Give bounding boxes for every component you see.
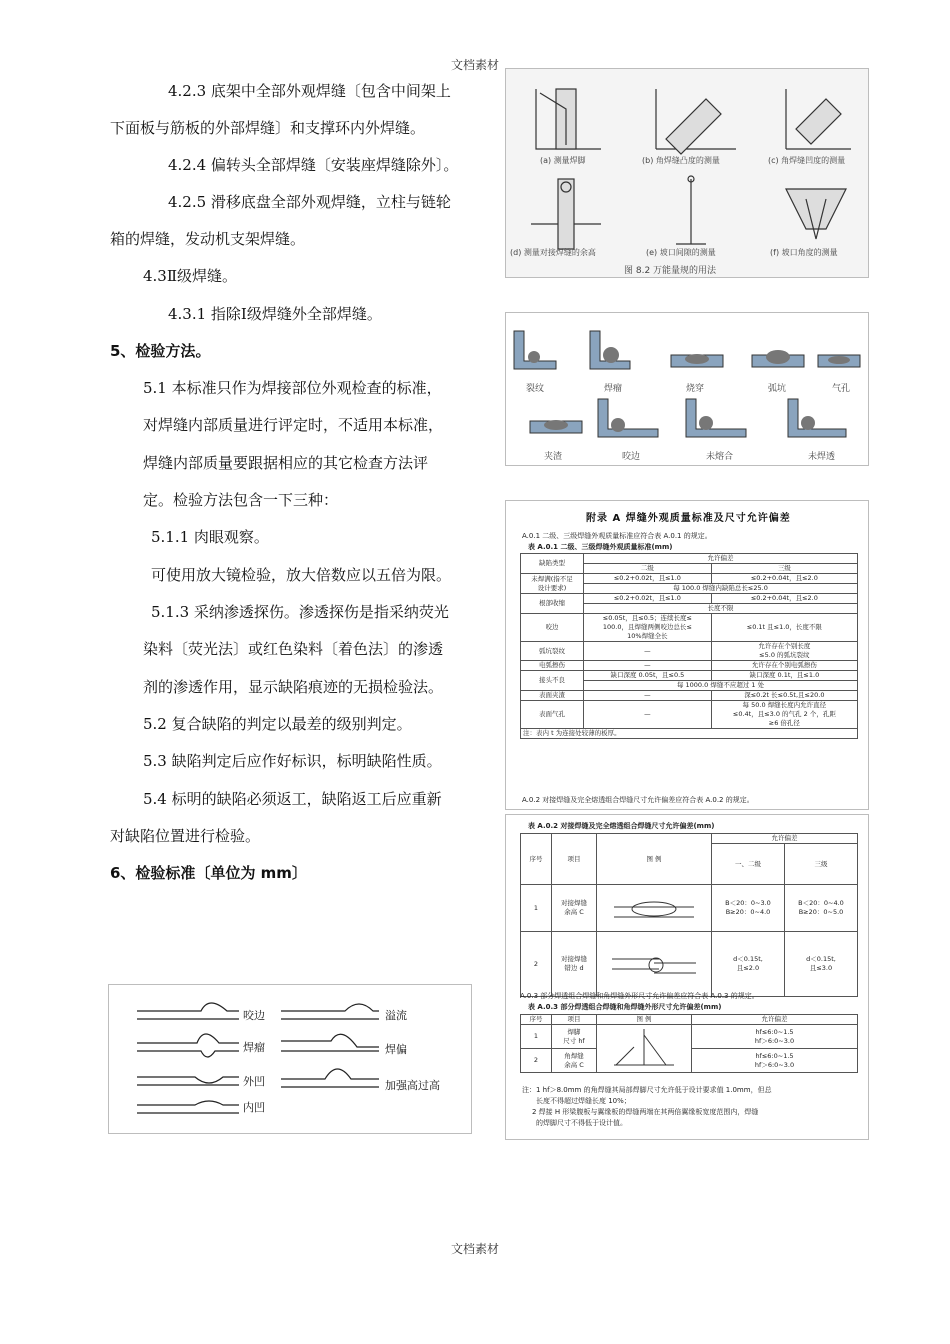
note3-1b: 长度不得超过焊缝长度 10%； (536, 1097, 631, 1105)
para-4-2-5: 4.2.5 滑移底盘全部外观焊缝，立柱与链轮 (168, 193, 451, 211)
td-r1-2: ≤0.2+0.02t，且≤1.0 (584, 574, 712, 584)
th-no: 序号 (521, 834, 552, 885)
th-grade3: 三级 (711, 564, 857, 574)
shape-label-undercut: 咬边 (243, 1009, 265, 1022)
td-b1-no: 1 (521, 885, 552, 932)
para-5-1-b: 对焊缝内部质量进行评定时，不适用本标准， (143, 416, 444, 434)
th-grade2: 二级 (584, 564, 712, 574)
note-a03: A.0.3 部分焊透组合焊缝和角焊缝外形尺寸允许偏差应符合表 A.0.3 的规定。 (520, 992, 759, 1000)
para-4-3-1: 4.3.1 指除Ⅰ级焊缝外全部焊缝。 (168, 305, 382, 323)
note-a01: A.0.1 二级、三级焊缝外观质量标准应符合表 A.0.1 的规定。 (522, 532, 712, 540)
caption-f: (f) 坡口角度的测量 (770, 248, 838, 257)
td-b1-12: B＜20：0~3.0 B≥20：0~4.0 (712, 885, 785, 932)
defect-label-porosity: 气孔 (832, 384, 851, 394)
th-defect: 缺陷类型 (521, 554, 584, 574)
defect-label-burnthrough: 烧穿 (686, 384, 705, 394)
defect-label-slag: 夹渣 (544, 452, 563, 462)
para-5-3: 5.3 缺陷判定后应作好标识，标明缺陷性质。 (143, 752, 442, 770)
td-b2-fig (597, 932, 712, 997)
table-a03-caption: 表 A.0.3 部分焊透组合焊缝和角焊缝外形尺寸允许偏差(mm) (528, 1003, 722, 1011)
td-r5-name: 电弧擦伤 (521, 661, 584, 671)
td-b2-12: d＜0.15t, 且≤2.0 (712, 932, 785, 997)
weld-gauge-drawings (506, 69, 868, 277)
td-c1-item: 焊脚 尺寸 hf (552, 1025, 597, 1049)
td-r5-3: 允许存在个别电弧擦伤 (711, 661, 857, 671)
para-5-2: 5.2 复合缺陷的判定以最差的级别判定。 (143, 715, 412, 733)
th3-no: 序号 (521, 1015, 552, 1025)
note3-2: 2 焊接 H 形梁腹板与翼缘板的焊缝两端在其两倍翼缘板宽度范围内，焊缝 (532, 1108, 759, 1116)
shape-label-overflow: 溢流 (385, 1009, 407, 1022)
para-magnifier: 可使用放大镜检验，放大倍数应以五倍为限。 (151, 566, 452, 584)
td-r7-3: 深≤0.2t 长≤0.5t,且≤20.0 (711, 691, 857, 701)
td-b1-fig (597, 885, 712, 932)
td-r6-3: 缺口深度 0.1t，且≤1.0 (711, 671, 857, 681)
note3-1: 注：1 hf＞8.0mm 的角焊缝其局部焊脚尺寸允许低于设计要求值 1.0mm，但总 (522, 1086, 772, 1094)
caption-d: (d) 测量对接焊缝的余高 (510, 248, 596, 257)
td-c1-no: 1 (521, 1025, 552, 1049)
note-a02: A.0.2 对接焊缝及完全熔透组合焊缝尺寸允许偏差应符合表 A.0.2 的规定。 (522, 796, 754, 804)
td-b2-no: 2 (521, 932, 552, 997)
page-footer: 文档素材 (450, 1242, 499, 1256)
para-4-2-5-cont: 箱的焊缝，发动机支架焊缝。 (110, 230, 306, 248)
th3-allow: 允许偏差 (692, 1015, 858, 1025)
th-fig: 图 例 (597, 834, 712, 885)
figure-defect-types (505, 312, 869, 466)
para-4-2-3: 4.2.3 底架中全部外观焊缝〔包含中间架上 (168, 82, 451, 100)
caption-c: (c) 角焊缝凹度的测量 (768, 156, 846, 165)
table-a03 (520, 1014, 858, 1073)
td-r8-3: 每 50.0 焊缝长度内允许直径 ≤0.4t，且≤3.0 的气孔 2 个，孔距 ≥6 倍孔径 (711, 701, 857, 729)
th-12: 一、二级 (712, 844, 785, 885)
td-r3-3: ≤0.1t 且≤1.0，长度不限 (711, 614, 857, 642)
heading-5: 5、检验方法。 (110, 342, 211, 360)
para-5-1-c: 焊缝内部质量要跟据相应的其它检查方法评 (143, 454, 429, 472)
td-r3-2: ≤0.05t，且≤0.5；连续长度≤ 100.0，且焊缝两侧咬边总长≤ 10%焊缝全长 (584, 614, 712, 642)
td-r5-2: — (584, 661, 712, 671)
figure-weld-gauge (505, 68, 869, 278)
td-r6-2: 缺口深度 0.05t，且≤0.5 (584, 671, 712, 681)
defect-label-lack-penetration: 未焊透 (808, 452, 836, 462)
shape-label-excess-reinforcement: 加强高过高 (385, 1079, 440, 1092)
td-r8-2: — (584, 701, 712, 729)
caption-b: (b) 角焊缝凸度的测量 (642, 156, 720, 165)
shape-label-overlap: 焊瘤 (243, 1041, 265, 1054)
td-b1-3: B＜20：0~4.0 B≥20：0~5.0 (785, 885, 858, 932)
misalign-sketch (604, 945, 704, 981)
th-3: 三级 (785, 844, 858, 885)
note3-2b: 的焊脚尺寸不得低于设计值。 (536, 1119, 627, 1127)
fillet-sketch (604, 1025, 684, 1069)
appendix-title: 附录 A 焊缝外观质量标准及尺寸允许偏差 (586, 513, 791, 524)
td-r3-name: 咬边 (521, 614, 584, 642)
para-4-2-3-cont: 下面板与筋板的外部焊缝〕和支撑环内外焊缝。 (110, 119, 426, 137)
table-a01 (520, 553, 858, 739)
td-r6-s: 每 1000.0 焊缝不应超过 1 处 (584, 681, 858, 691)
th-item: 项目 (552, 834, 597, 885)
td-r4-2: — (584, 642, 712, 661)
defect-label-lack-fusion: 未熔合 (706, 452, 734, 462)
td-r1-name: 未焊满(指不足 设计要求) (521, 574, 584, 594)
para-4-3: 4.3Ⅱ级焊缝。 (143, 267, 238, 285)
td-r4-name: 弧坑裂纹 (521, 642, 584, 661)
defect-label-overlap: 焊瘤 (604, 384, 623, 394)
appendix-table-a02 (505, 814, 869, 1140)
table-a02-caption: 表 A.0.2 对接焊缝及完全熔透组合焊缝尺寸允许偏差(mm) (528, 822, 715, 830)
shape-label-outer-concave: 外凹 (243, 1075, 265, 1088)
heading-6: 6、检验标准〔单位为 mm〕 (110, 864, 307, 882)
th-allow: 允许偏差 (712, 834, 858, 844)
td-r1-3: ≤0.2+0.04t，且≤2.0 (711, 574, 857, 584)
para-5-1-3-b: 染料〔荧光法〕或红色染料〔着色法〕的渗透 (143, 640, 444, 658)
caption-a: (a) 测量焊脚 (540, 156, 586, 165)
defect-label-undercut: 咬边 (622, 452, 641, 462)
td-r7-name: 表面夹渣 (521, 691, 584, 701)
td-b1-item: 对接焊缝 余高 C (552, 885, 597, 932)
figure-weld-shapes (108, 984, 472, 1134)
para-5-1-1: 5.1.1 肉眼观察。 (151, 528, 269, 546)
defect-label-crater: 弧坑 (768, 384, 787, 394)
td-r2-3: ≤0.2+0.04t，且≤2.0 (711, 594, 857, 604)
figure-title: 图 8.2 万能量规的用法 (624, 266, 717, 276)
para-4-2-4: 4.2.4 偏转头全部焊缝〔安装座焊缝除外〕。 (168, 156, 459, 174)
th3-fig: 图 例 (597, 1015, 692, 1025)
td-c1-v: hf≤6:0~1.5 hf＞6:0~3.0 (692, 1025, 858, 1049)
td-r8-name: 表面气孔 (521, 701, 584, 729)
td-r2-2: ≤0.2+0.02t，且≤1.0 (584, 594, 712, 604)
td-r4-3: 允许存在个别长度 ≤5.0 的弧坑裂纹 (711, 642, 857, 661)
td-c-fig (597, 1025, 692, 1073)
td-r2-name: 根部收缩 (521, 594, 584, 614)
td-c2-no: 2 (521, 1049, 552, 1073)
th-allow: 允许偏差 (584, 554, 858, 564)
appendix-table-a01 (505, 500, 869, 810)
para-5-1-d: 定。检验方法包含一下三种： (143, 491, 339, 509)
defect-label-crack: 裂纹 (526, 384, 545, 394)
para-5-1-3: 5.1.3 采纳渗透探伤。渗透探伤是指采纳荧光 (151, 603, 449, 621)
td-c2-item: 角焊缝 余高 C (552, 1049, 597, 1073)
para-5-4: 5.4 标明的缺陷必须返工，缺陷返工后应重新 (143, 790, 442, 808)
table-a01-caption: 表 A.0.1 二级、三级焊缝外观质量标准(mm) (528, 543, 673, 551)
page-header: 文档素材 (450, 58, 499, 72)
caption-e: (e) 坡口间隙的测量 (646, 248, 716, 257)
td-foot: 注：表内 t 为连接处较薄的板厚。 (521, 729, 858, 739)
td-r7-2: — (584, 691, 712, 701)
weld-shape-drawings (109, 985, 471, 1133)
shape-label-offset: 焊偏 (385, 1043, 407, 1056)
shape-label-inner-concave: 内凹 (243, 1101, 265, 1114)
para-5-4-b: 对缺陷位置进行检验。 (110, 827, 261, 845)
td-b2-item: 对接焊缝 错边 d (552, 932, 597, 997)
td-c2-v: hf≤6:0~1.5 hf＞6:0~3.0 (692, 1049, 858, 1073)
td-r2-s: 长度不限 (584, 604, 858, 614)
para-5-1: 5.1 本标准只作为焊接部位外观检查的标准， (143, 379, 442, 397)
para-5-1-3-c: 剂的渗透作用，显示缺陷痕迹的无损检验法。 (143, 678, 444, 696)
table-a02 (520, 833, 858, 997)
td-r1-s: 每 100.0 焊缝内缺陷总长≤25.0 (584, 584, 858, 594)
td-r6-name: 接头不良 (521, 671, 584, 691)
butt-weld-sketch (604, 889, 704, 925)
td-b2-3: d＜0.15t, 且≤3.0 (785, 932, 858, 997)
th3-item: 项目 (552, 1015, 597, 1025)
